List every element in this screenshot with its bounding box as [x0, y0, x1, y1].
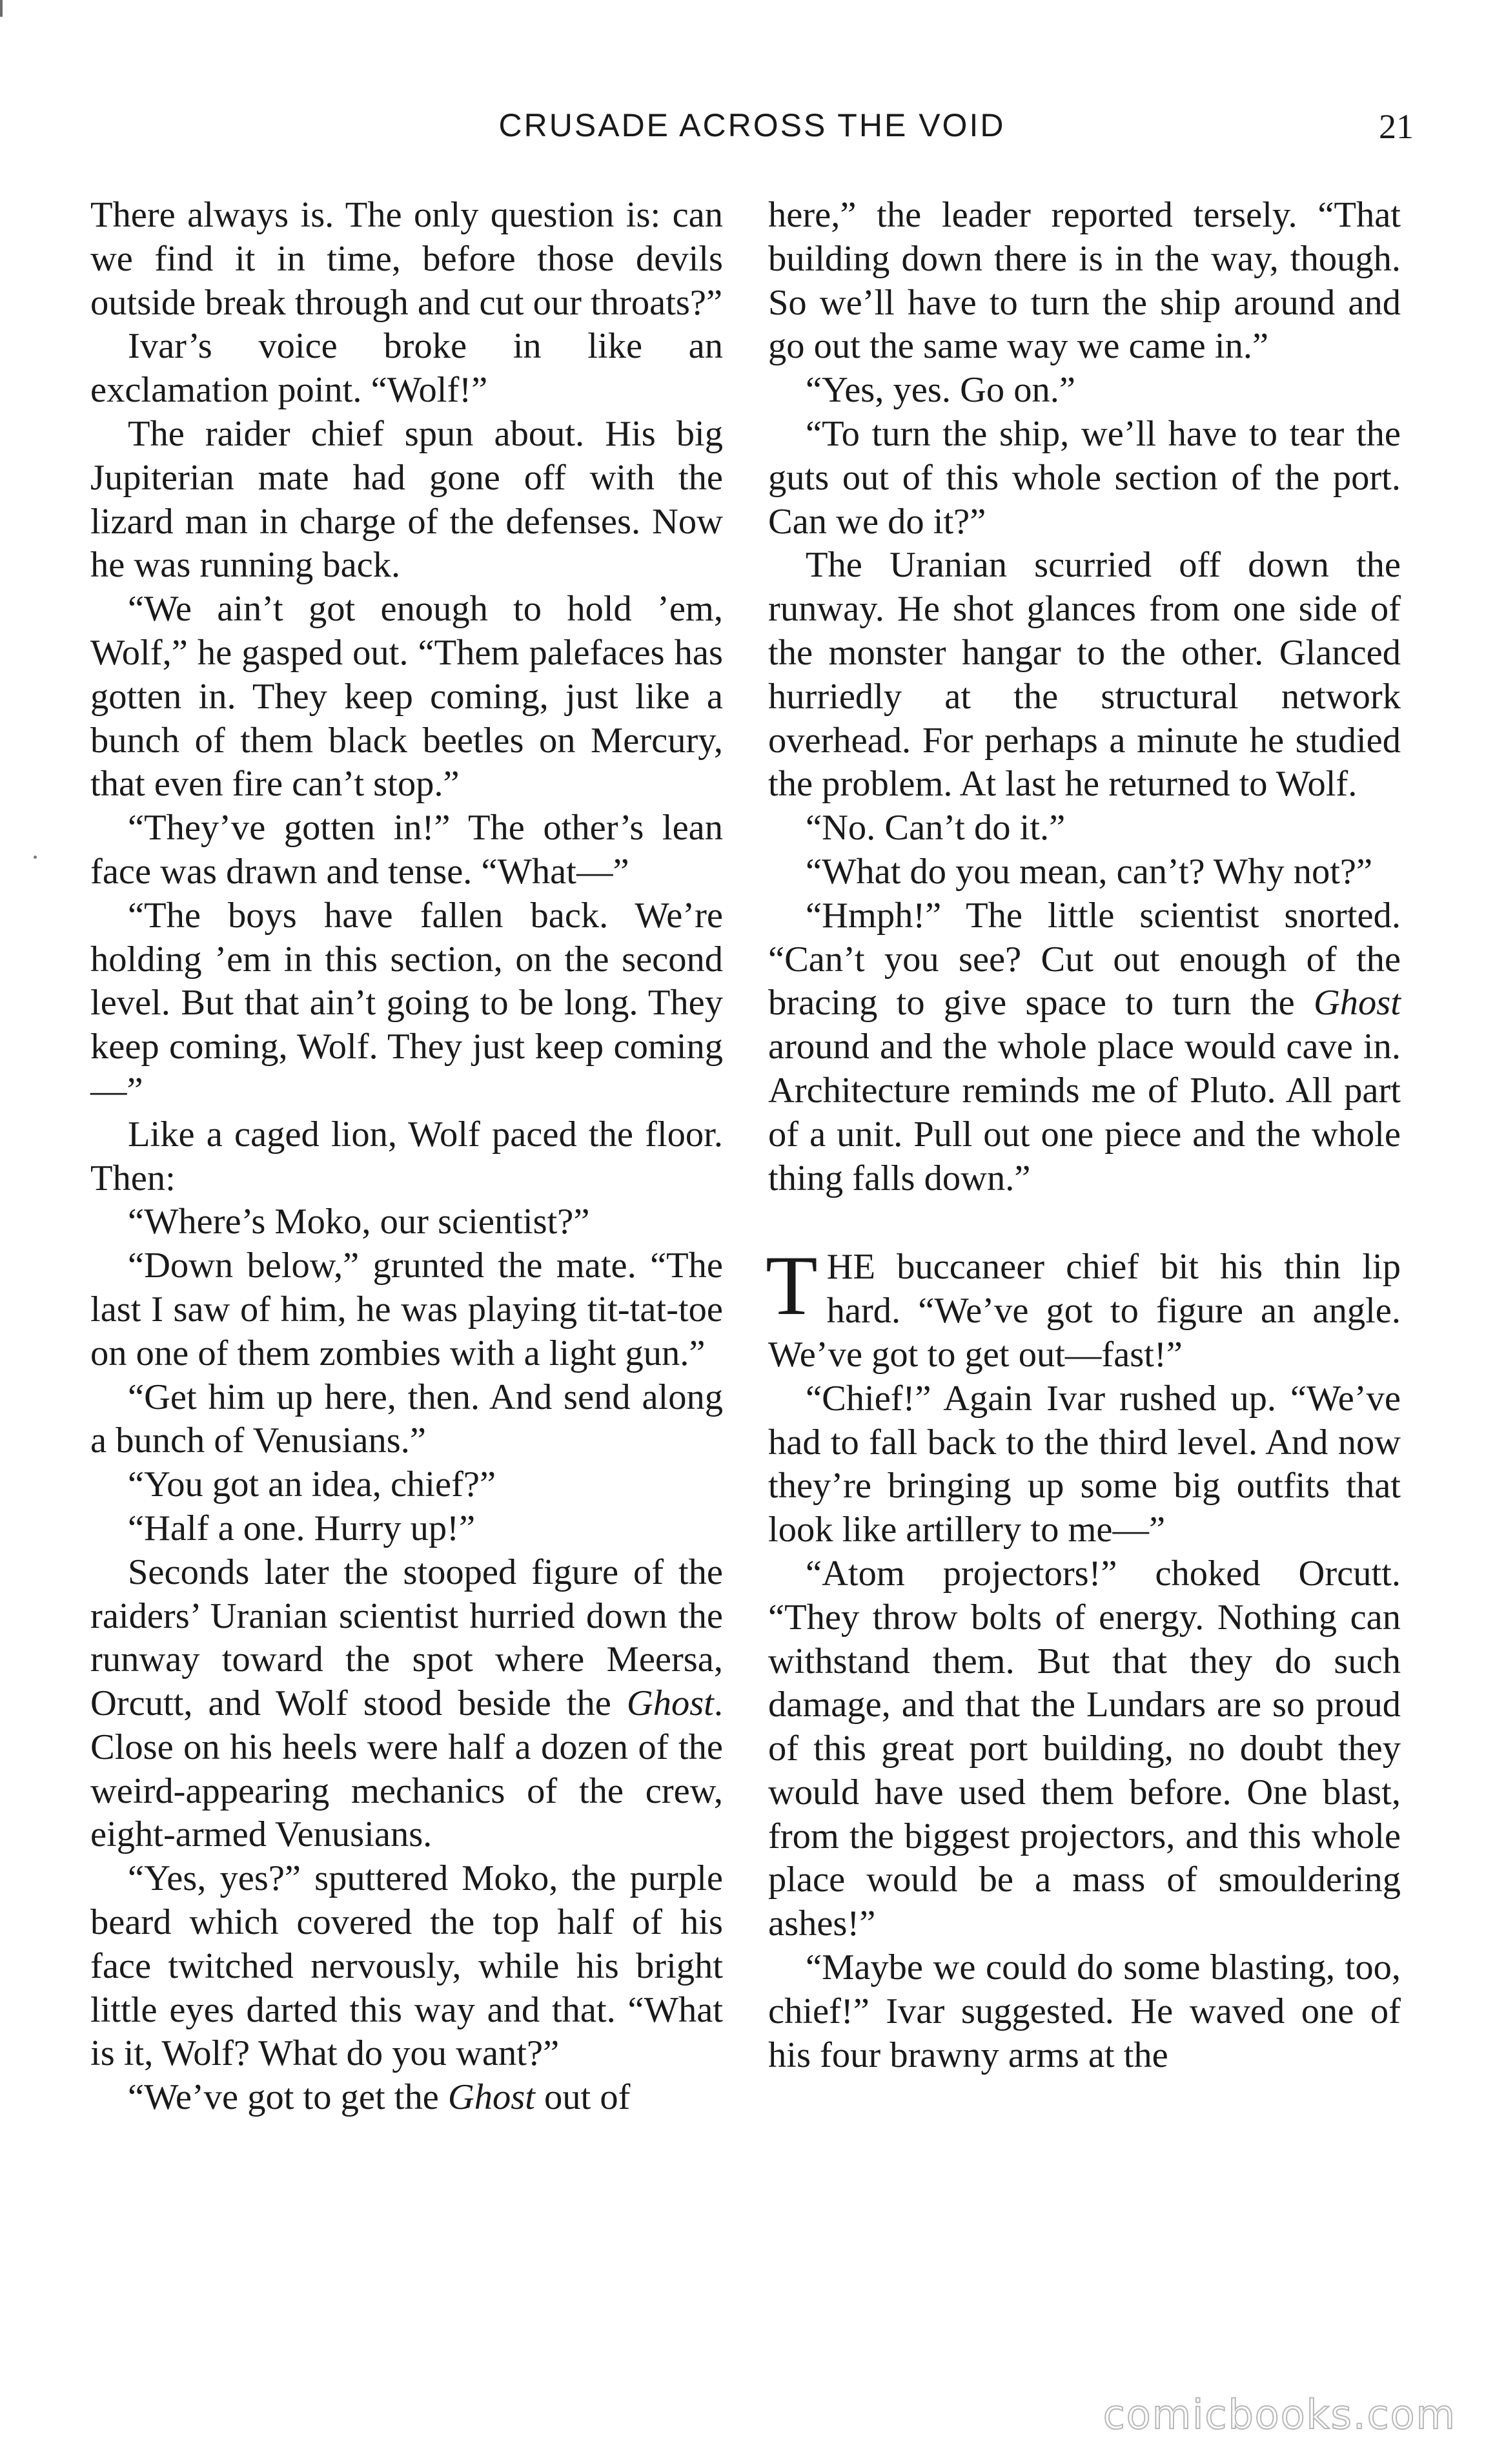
paragraph: “Down below,” grunted the mate. “The last I saw of him, he was playing tit-tat-toe on one of them zombies with a light gun.”	[90, 1246, 723, 1373]
text-run: “We’ve got to get the	[128, 2077, 439, 2118]
text-run: . Close on his heels were half a dozen of the weird-appearing mechanics of the crew, eight-armed Venusians.	[90, 1683, 724, 1855]
paragraph: “You got an idea, chief?”	[128, 1464, 496, 1505]
paragraph: here,” the leader reported tersely. “That building down there is in the way, though. So we’ll have to turn the ship around and go out the same way we came in.”	[768, 195, 1401, 367]
paragraph: There always is. The only question is: can we find it in time, before those devils outside break through and cut our throats?”	[90, 195, 723, 323]
right-column	[768, 194, 1401, 2077]
paragraph: “To turn the ship, we’ll have to tear the guts out of this whole section of the port. Can we do it?”	[768, 413, 1401, 542]
paragraph: “They’ve gotten in!” The other’s lean face was drawn and tense. “What—”	[90, 808, 723, 892]
section-opening-paragraph	[766, 1238, 1401, 1377]
text-run: Seconds later the stooped figure of the raiders’ Uranian scientist hurried down the runway toward the spot where Meersa, Orcutt, and Wolf stood beside the	[90, 1552, 723, 1724]
page-header	[90, 107, 1414, 165]
paragraph: “Yes, yes. Go on.”	[806, 370, 1075, 411]
paragraph: “The boys have fallen back. We’re holding ’em in this section, on the second level. But that ain’t going to be long. They keep coming, Wolf. They just keep coming—”	[90, 895, 723, 1111]
ship-name: Ghost	[1314, 983, 1401, 1023]
text-run: “Hmph!” The little scientist snorted. “Can’t you see? Cut out enough of the bracing to give space to turn the	[768, 895, 1401, 1023]
paragraph	[90, 2076, 723, 2120]
paragraph	[90, 1551, 723, 1858]
running-title: CRUSADE ACROSS THE VOID	[498, 107, 1006, 143]
page-number: 21	[1379, 107, 1414, 146]
ship-name: Ghost	[447, 2077, 535, 2118]
watermark: comicbooks.com	[1103, 2391, 1456, 2438]
paragraph: “No. Can’t do it.”	[806, 808, 1066, 848]
paragraph: The Uranian scurried off down the runway. He shot glances from one side of the monster hangar to the other. Glanced hurriedly at the structural network overhead. For perhaps a minute he studied the problem. At last he returned to Wolf.	[768, 545, 1401, 805]
ship-name: Ghost	[626, 1683, 714, 1724]
text-run: out of	[544, 2077, 631, 2118]
paragraph: “Half a one. Hurry up!”	[128, 1508, 476, 1548]
paragraph: “Atom projectors!” choked Orcutt. “They throw bolts of energy. Nothing can withstand them. But that they do such damage, and that the Lundars are so proud of this great port building, no doubt they would have used them before. One blast, from the biggest projectors, and this whole place would be a mass of smouldering ashes!”	[768, 1553, 1401, 1944]
left-column	[90, 194, 723, 2120]
paragraph: “What do you mean, can’t? Why not?”	[806, 851, 1373, 892]
paragraph: “Chief!” Again Ivar rushed up. “We’ve had to fall back to the third level. And now they’re bringing up some big outfits that look like artillery to me—”	[768, 1378, 1401, 1550]
drop-cap: T	[766, 1238, 818, 1333]
paragraph	[768, 894, 1401, 1201]
scan-edge-mark	[0, 0, 3, 17]
paragraph: “Where’s Moko, our scientist?”	[128, 1202, 590, 1242]
text-run: HE buccaneer chief bit his thin lip hard. “We’ve got to figure an angle. We’ve got to get out—fast!”	[768, 1247, 1401, 1375]
paragraph: Like a caged lion, Wolf paced the floor. Then:	[90, 1114, 723, 1198]
paragraph: “Yes, yes?” sputtered Moko, the purple beard which covered the top half of his face twitched nervously, while his bright little eyes darted this way and that. “What is it, Wolf? What do you want?”	[90, 1858, 723, 2074]
scan-speck	[34, 856, 37, 859]
text-run: around and the whole place would cave in. Architecture reminds me of Pluto. All part of a unit. Pull out one piece and the whole thing falls down.”	[768, 1027, 1401, 1198]
paragraph: The raider chief spun about. His big Jupiterian mate had gone off with the lizard man in charge of the defenses. Now he was running back.	[90, 413, 723, 586]
paragraph: “Maybe we could do some blasting, too, chief!” Ivar suggested. He waved one of his four brawny arms at the	[768, 1947, 1401, 2075]
paragraph: Ivar’s voice broke in like an exclamation point. “Wolf!”	[90, 326, 723, 411]
paragraph: “Get him up here, then. And send along a bunch of Venusians.”	[90, 1377, 723, 1461]
paragraph: “We ain’t got enough to hold ’em, Wolf,” he gasped out. “Them palefaces has gotten in. They keep coming, just like a bunch of them black beetles on Mercury, that even fire can’t stop.”	[90, 589, 723, 805]
